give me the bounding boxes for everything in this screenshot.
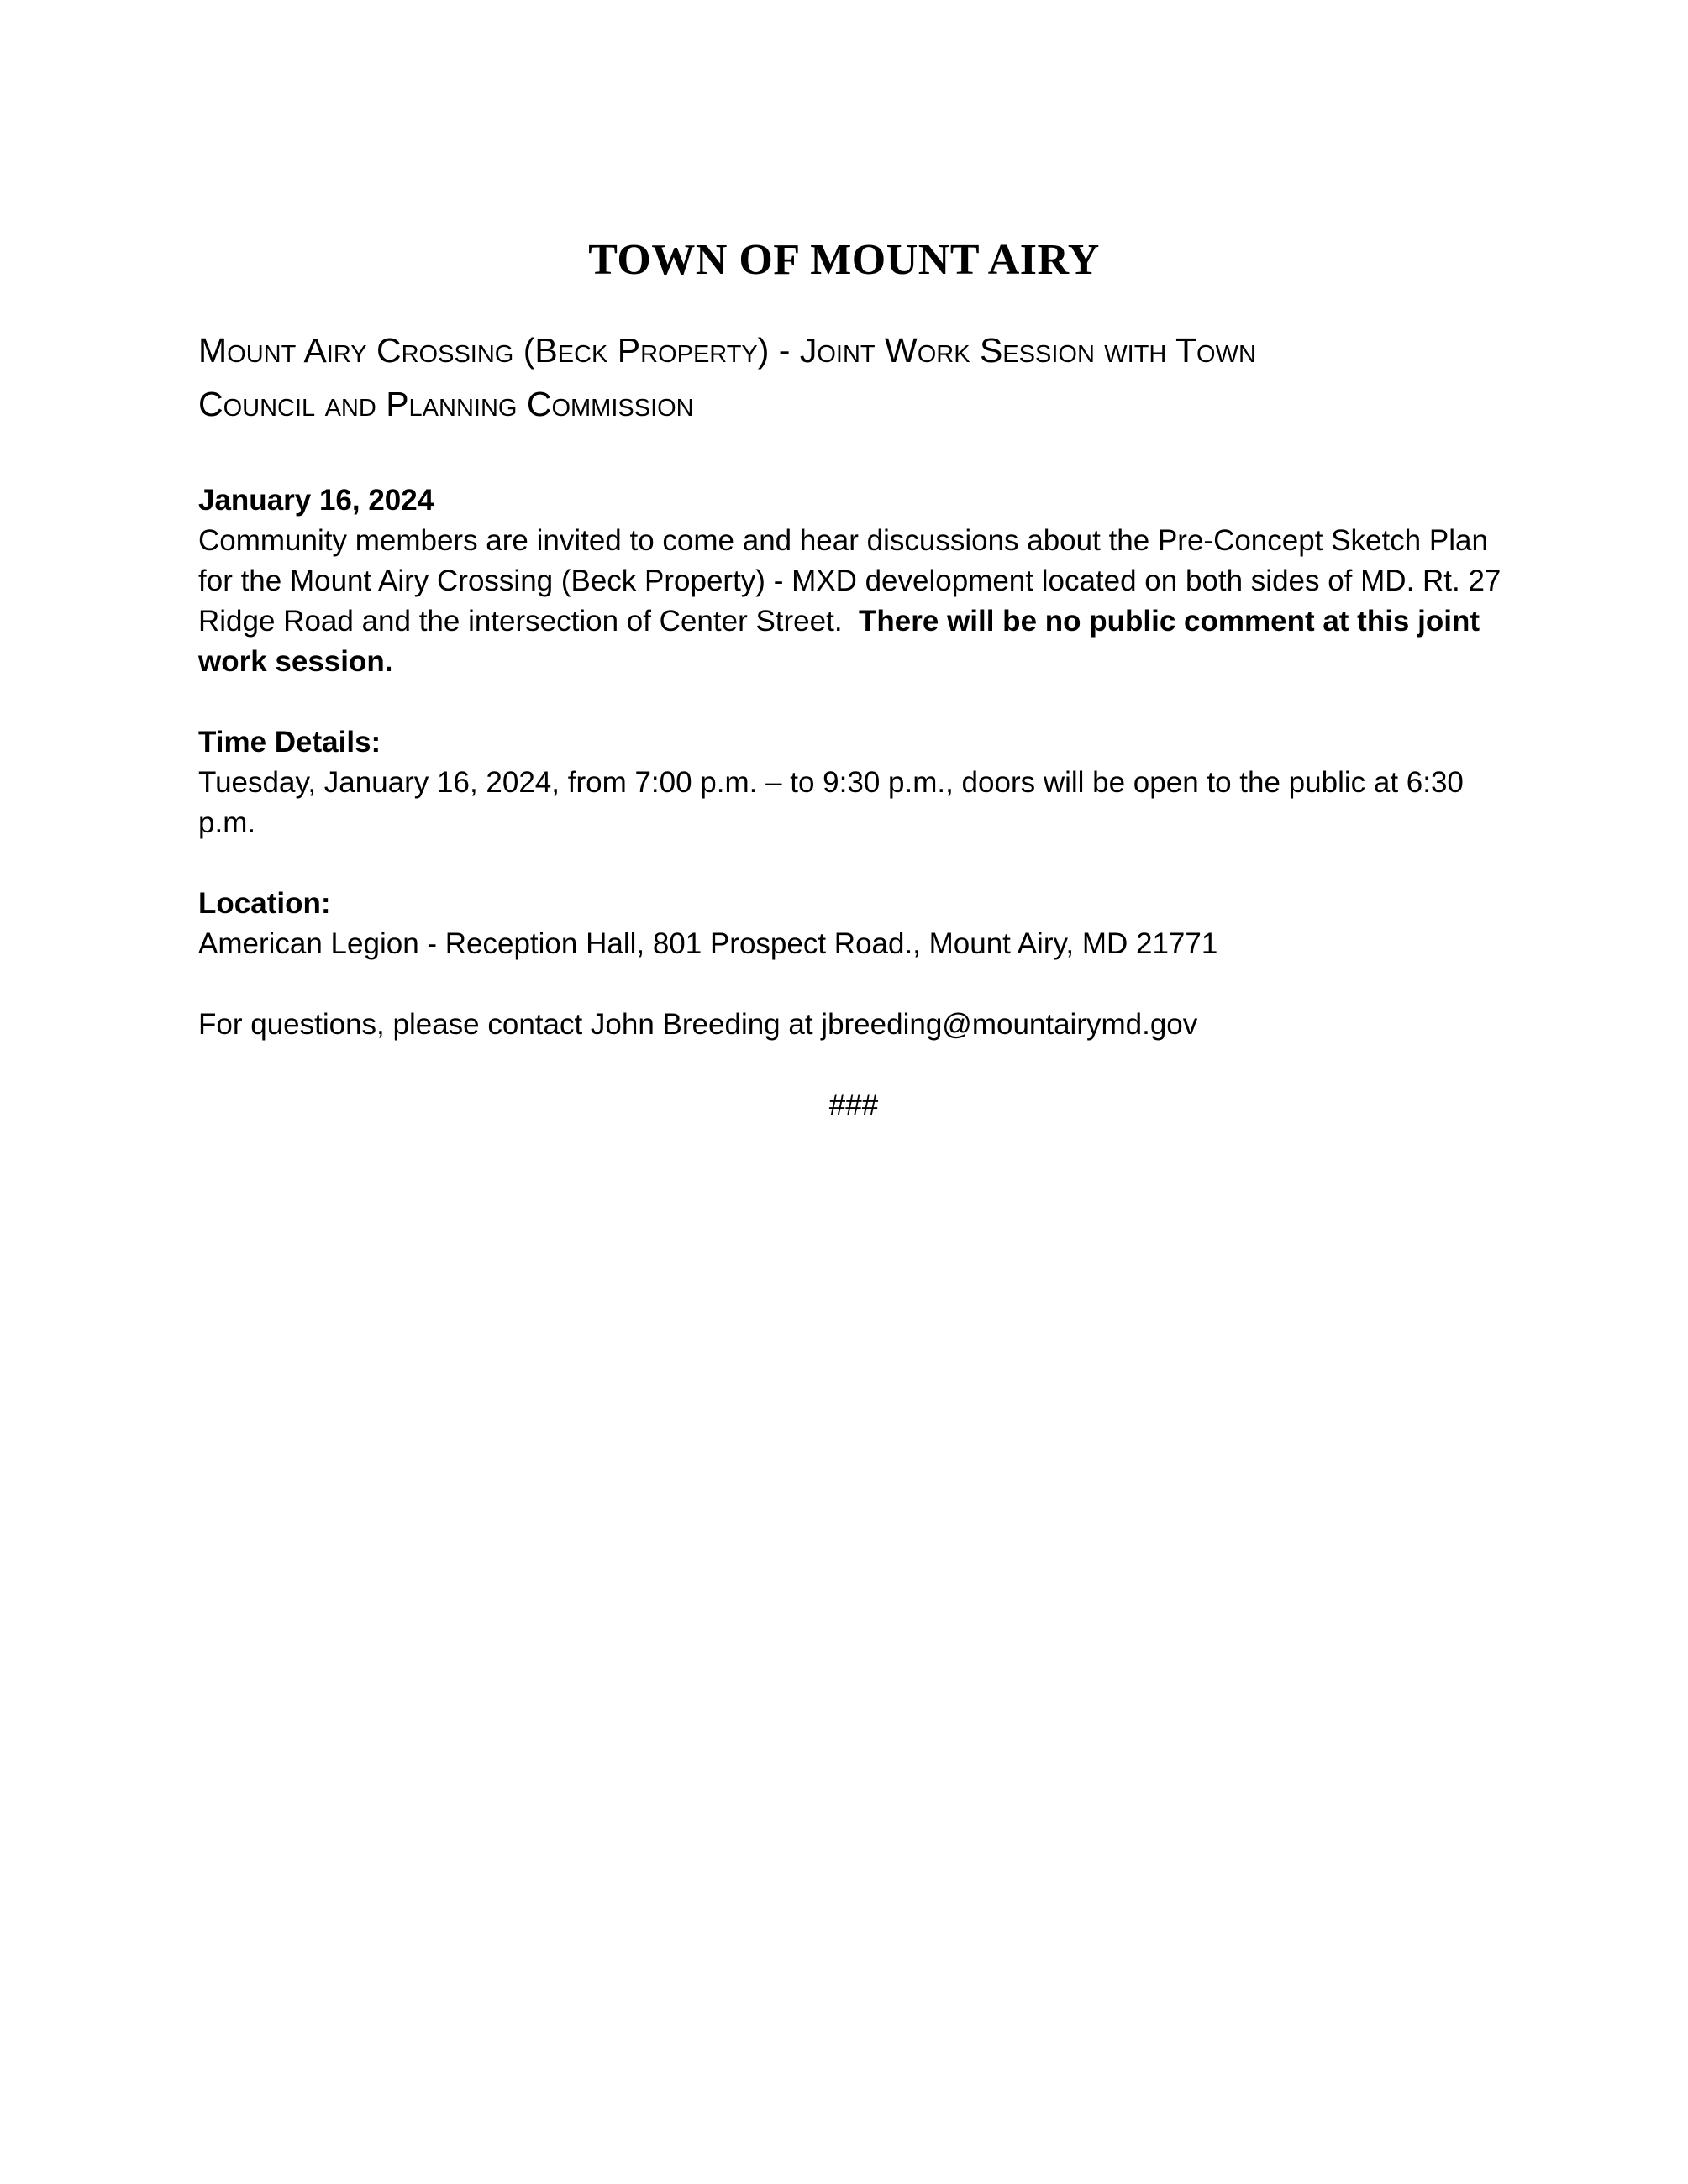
document-body	[198, 480, 1509, 1126]
date-heading: January 16, 2024	[198, 484, 434, 517]
event-description: Community members are invited to come and hear discussions about the Pre-Concept Sketch Plan for the Mount Airy Crossing (Beck Property) - MXD development located on both sides of MD. Rt. 27 Ridge Road and the intersection of Center Street.	[198, 524, 1501, 638]
org-title: TOWN OF MOUNT AIRY	[588, 236, 1100, 284]
contact-text: For questions, please contact John Breeding at jbreeding@mountairymd.gov	[198, 1008, 1198, 1041]
location-label: Location:	[198, 887, 331, 920]
time-details-label: Time Details:	[198, 726, 381, 759]
public-comment-notice: There will be no public comment at this joint work session.	[198, 605, 1480, 678]
location-text: American Legion - Reception Hall, 801 Prospect Road., Mount Airy, MD 21771	[198, 927, 1218, 960]
subtitle-line-2: Council and Planning Commission	[198, 385, 694, 423]
end-mark: ###	[828, 1089, 879, 1121]
event-subtitle	[198, 323, 1509, 431]
subtitle-line-1: Mount Airy Crossing (Beck Property) - Joint Work Session with Town	[198, 331, 1256, 370]
time-details-text: Tuesday, January 16, 2024, from 7:00 p.m. – to 9:30 p.m., doors will be open to the public at 6:30 p.m.	[198, 766, 1464, 839]
event-description-paragraph	[198, 521, 1509, 682]
